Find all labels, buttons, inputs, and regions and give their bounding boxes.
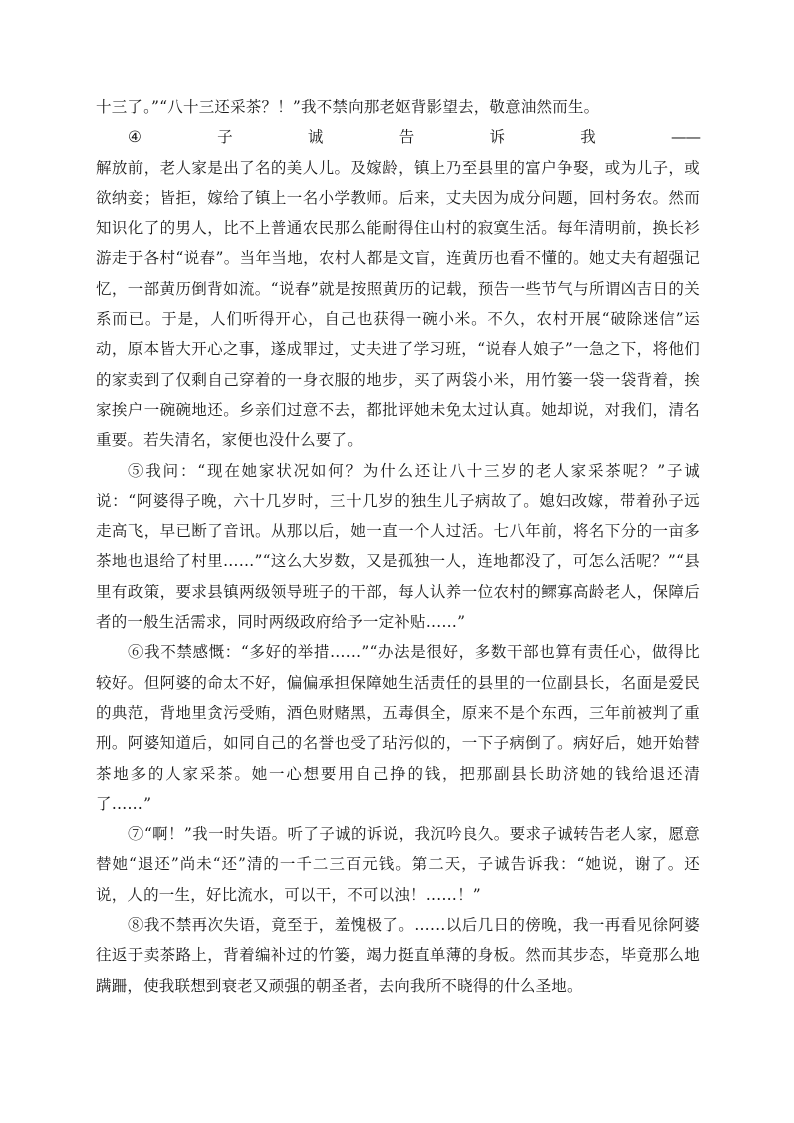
paragraph-6: ⑥我不禁感慨：“多好的举措……”“办法是很好，多数干部也算有责任心，做得比较好。但阿婆的命太不好，偏偏承担保障她生活责任的县里的一位副县长，名面是爱民的典范，背地里贪污受贿，酒色财赌黑，五毒俱全，原来不是个东西，三年前被判了重刑。阿婆知道后，如同自己的名誉也受了玷污似的，一下子病倒了。病好后，她开始替茶地多的人家采茶。她一心想要用自己挣的钱，把那副县长助济她的钱给退还清了……” — [96, 643, 700, 813]
paragraph-7: ⑦“啊！”我一时失语。听了子诚的诉说，我沉吟良久。要求子诚转告老人家，愿意替她“退还”尚未“还”清的一千二三百元钱。第二天，子诚告诉我：“她说，谢了。还说，人的一生，好比流水，可以干，不可以浊！……！” — [96, 825, 700, 904]
document-page — [96, 92, 700, 1001]
paragraph-1: 十三了。”“八十三还采茶？！”我不禁向那老妪背影望去，敬意油然而生。 — [96, 98, 600, 116]
heading-char: 我 — [580, 128, 596, 147]
paragraph-4-heading — [128, 122, 700, 152]
paragraph-5: ⑤我问：“现在她家状况如何？为什么还让八十三岁的老人家采茶呢？”子诚说：“阿婆得子晚，六十几岁时，三十几岁的独生儿子病故了。媳妇改嫁，带着孙子远走高飞，早已断了音讯。从那以后，她一直一个人过活。七八年前，将名下分的一亩多茶地也退给了村里……”“这么大岁数，又是孤独一人，连地都没了，可怎么活呢？”“县里有政策，要求县镇两级领导班子的干部，每人认养一位农村的鳏寡高龄老人，保障后者的一般生活需求，同时两级政府给予一定补贴……” — [96, 461, 700, 632]
heading-char: 诉 — [489, 128, 505, 147]
paragraph-4-body: 解放前，老人家是出了名的美人儿。及嫁龄，镇上乃至县里的富户争娶，或为儿子，或欲纳妾；皆拒，嫁给了镇上一名小学教师。后来，丈夫因为成分问题，回村务农。然而知识化了的男人，比不上普通农民那么能耐得住山村的寂寞生活。每年清明前，换长衫游走于各村“说春”。当年当地，农村人都是文盲，连黄历也看不懂的。她丈夫有超强记忆，一部黄历倒背如流。“说春”就是按照黄历的记载，预告一些节气与所谓凶吉日的关系而已。于是，人们听得开心，自己也获得一碗小米。不久，农村开展“破除迷信”运动，原本皆大开心之事，遂成罪过，丈夫进了学习班，“说春人娘子”一急之下，将他们的家卖到了仅剩自己穿着的一身衣服的地步，买了两袋小米，用竹篓一袋一袋背着，挨家挨户一碗碗地还。乡亲们过意不去，都批评她未免太过认真。她却说，对我们，清名重要。若失清名，家便也没什么要了。 — [96, 158, 700, 450]
heading-dash: —— — [670, 128, 700, 147]
heading-char: 告 — [398, 128, 415, 147]
paragraph-number: ④ — [128, 128, 142, 147]
heading-char: 诚 — [307, 128, 324, 147]
heading-char: 子 — [217, 128, 233, 147]
paragraph-8: ⑧我不禁再次失语，竟至于，羞愧极了。……以后几日的傍晚，我一再看见徐阿婆往返于卖茶路上，背着编补过的竹篓，竭力挺直单薄的身板。然而其步态，毕竟那么地蹒跚，使我联想到衰老又顽强的朝圣者，去向我所不晓得的什么圣地。 — [96, 916, 700, 995]
